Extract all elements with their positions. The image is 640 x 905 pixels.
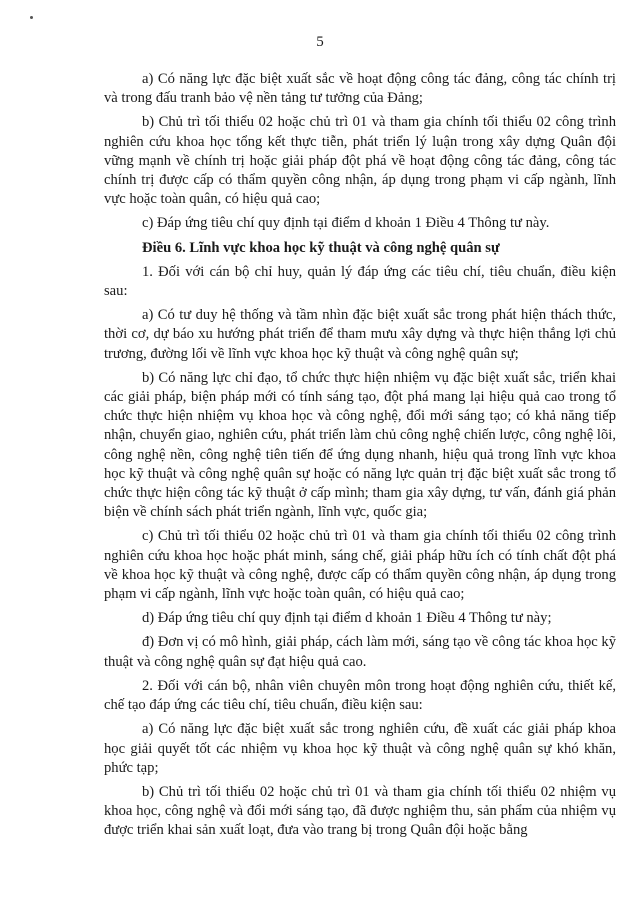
paragraph: d) Đáp ứng tiêu chí quy định tại điểm d khoản 1 Điều 4 Thông tư này; bbox=[142, 610, 552, 627]
paragraph: 1. Đối với cán bộ chỉ huy, quản lý đáp ứng các tiêu chí, tiêu chuẩn, điều kiện sau: bbox=[104, 263, 616, 300]
paragraph: a) Có năng lực đặc biệt xuất sắc trong nghiên cứu, đề xuất các giải pháp khoa học giải quyết tốt các nhiệm vụ khoa học kỹ thuật và công nghệ quân sự khó khăn, phức tạp; bbox=[104, 721, 616, 776]
paragraph: a) Có tư duy hệ thống và tầm nhìn đặc biệt xuất sắc trong phát hiện thách thức, thời cơ, dự báo xu hướng phát triển để tham mưu xây dựng và thực hiện thắng lợi chủ trương, đường lối về lĩnh vực khoa học kỹ thuật và công nghệ quân sự; bbox=[104, 307, 616, 362]
document-body bbox=[104, 70, 616, 846]
paragraph: c) Đáp ứng tiêu chí quy định tại điểm d khoản 1 Điều 4 Thông tư này. bbox=[142, 215, 550, 232]
scan-dot bbox=[30, 16, 33, 19]
paragraph: a) Có năng lực đặc biệt xuất sắc về hoạt động công tác đảng, công tác chính trị và trong đấu tranh bảo vệ nền tảng tư tưởng của Đảng; bbox=[104, 71, 616, 107]
paragraph: c) Chủ trì tối thiểu 02 hoặc chủ trì 01 và tham gia chính tối thiểu 02 công trình nghiên cứu khoa học hoặc phát minh, sáng chế, giải pháp hữu ích có tính chất đột phá về khoa học kỹ thuật và công nghệ, được cấp có thẩm quyền công nhận, áp dụng trong phạm vi cấp ngành, lĩnh vực hoặc toàn quân, có hiệu quả cao; bbox=[104, 528, 616, 603]
article-heading: Điều 6. Lĩnh vực khoa học kỹ thuật và công nghệ quân sự bbox=[142, 239, 500, 256]
paragraph: 2. Đối với cán bộ, nhân viên chuyên môn trong hoạt động nghiên cứu, thiết kế, chế tạo đáp ứng các tiêu chí, tiêu chuẩn, điều kiện sau: bbox=[104, 677, 616, 714]
paragraph: b) Chủ trì tối thiểu 02 hoặc chủ trì 01 và tham gia chính tối thiểu 02 công trình nghiên cứu khoa học tổng kết thực tiễn, phát triển lý luận trong xây dựng Quân đội vững mạnh về chính trị hoặc giải pháp đột phá về hoạt động công tác đảng, công tác chính trị được cấp có thẩm quyền công nhận, áp dụng trong phạm vi cấp ngành, lĩnh vực hoặc toàn quân, có hiệu quả cao; bbox=[104, 114, 616, 208]
paragraph: b) Chủ trì tối thiểu 02 hoặc chủ trì 01 và tham gia chính tối thiểu 02 nhiệm vụ khoa học, công nghệ và đổi mới sáng tạo, đã được nghiệm thu, sản phẩm của nhiệm vụ được triển khai sản xuất loạt, đưa vào trang bị trong Quân đội hoặc bằng bbox=[104, 783, 616, 839]
page-number: 5 bbox=[316, 34, 324, 50]
paragraph: b) Có năng lực chỉ đạo, tổ chức thực hiện nhiệm vụ đặc biệt xuất sắc, triển khai các giải pháp, biện pháp mới có tính sáng tạo, đột phá mang lại hiệu quả cao trong tổ chức thực hiện nhiệm vụ khoa học và công nghệ, đổi mới sáng tạo; có khả năng tiếp nhận, chuyển giao, nghiên cứu, phát triển làm chủ công nghệ chiến lược, công nghệ lõi, công nghệ nền, công nghệ tiên tiến để ứng dụng nhanh, hiệu quả trong lĩnh vực khoa học kỹ thuật và công nghệ quân sự hoặc có năng lực quản trị đặc biệt xuất sắc trong tổ chức thực hiện công tác kỹ thuật ở cấp mình; tham gia xây dựng, tư vấn, đánh giá phản biện về chính sách phát triển ngành, lĩnh vực, quốc gia; bbox=[104, 369, 616, 521]
paragraph: đ) Đơn vị có mô hình, giải pháp, cách làm mới, sáng tạo về công tác khoa học kỹ thuật và công nghệ quân sự đạt hiệu quả cao. bbox=[104, 634, 616, 670]
